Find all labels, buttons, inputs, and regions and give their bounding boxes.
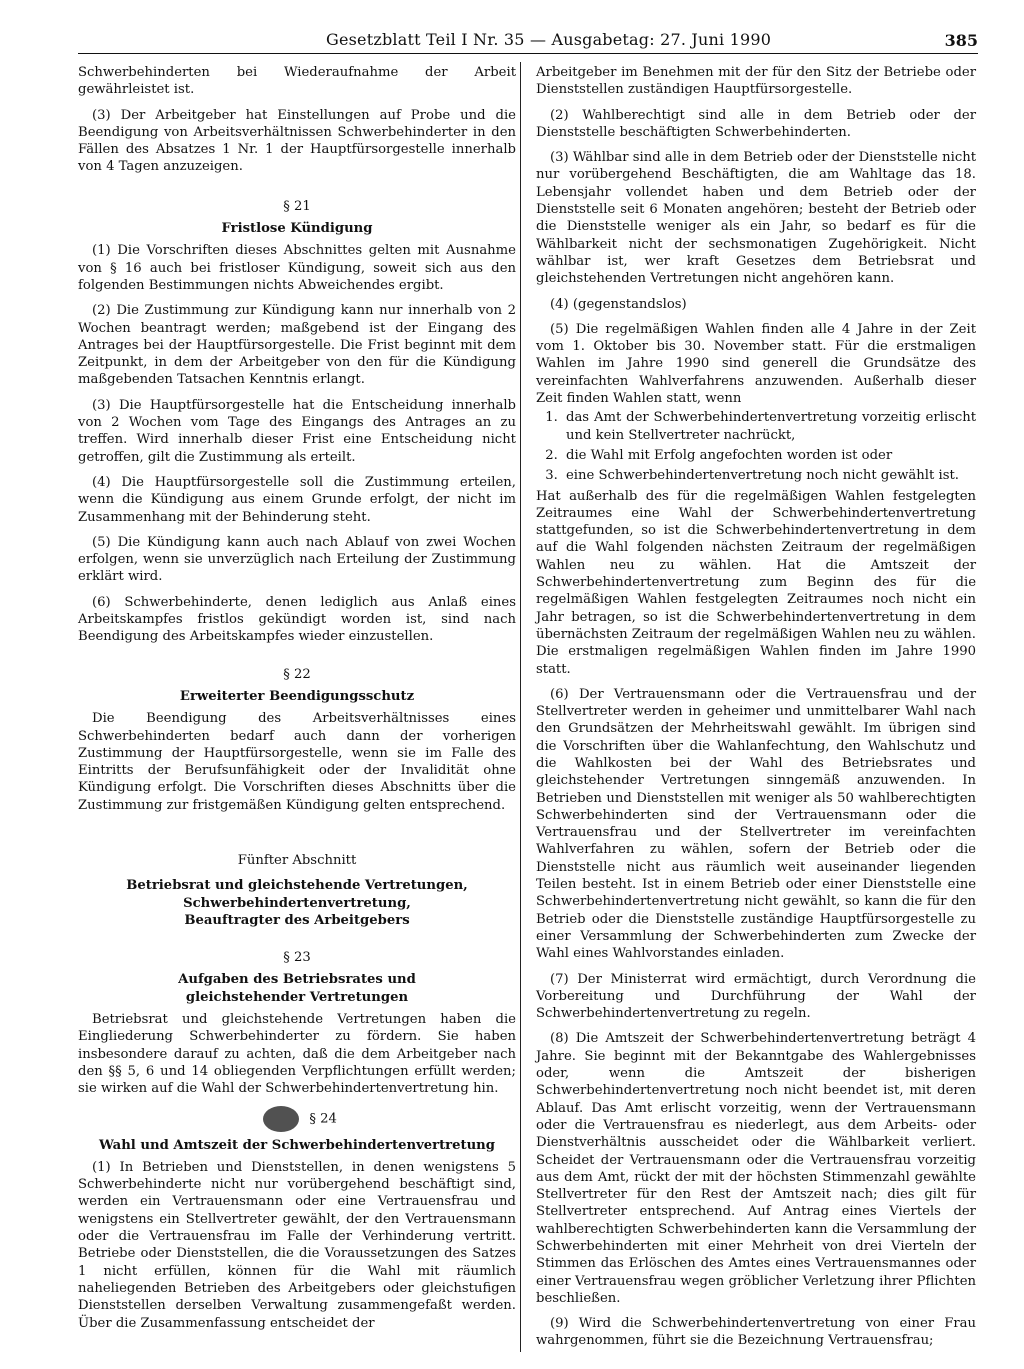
condition-list [536,409,976,484]
section-title: Erweiterter Beendigungsschutz [179,688,415,704]
list-item: 1. das Amt der Schwerbehindertenvertretung vorzeitig erlischt und kein Stellvertreter nachrückt, [562,409,976,444]
paragraph: (4) (gegenstandslos) [550,296,687,312]
section-title: Fristlose Kündigung [221,221,373,237]
section-number-row [78,1106,516,1132]
paragraph: (2) Die Zustimmung zur Kündigung kann nur innerhalb von 2 Wochen beantragt werden; maßgebend ist der Eingang des Antrages bei der Hauptfürsorgestelle. Die Frist beginnt mit dem Zeitpunkt, in dem der Arbeitgeber von den für die Kündigung maßgebenden Tatsachen Kenntnis erlangt. [78,303,516,388]
section-number: § 22 [283,666,311,682]
column-divider [520,62,521,1352]
paragraph: (3) Wählbar sind alle in dem Betrieb oder der Dienststelle nicht nur vorübergehend Beschäftigten, die am Wahltage das 18. Lebensjahr vollendet haben und dem Betrieb oder der Dienststelle seit 6 Monaten angehören; besteht der Betrieb oder die Dienststelle weniger als ein Jahr, so bedarf es für die Wählbarkeit nicht der sechsmonatigen Zugehörigkeit. Nicht wählbar ist, wer kraft Gesetzes dem Betriebsrat und gleichstehenden Vertretungen nicht angehören kann. [536,150,976,287]
gazette-title: Gesetzblatt Teil I Nr. 35 — Ausgabetag: 27. Juni 1990 [326,30,772,49]
chapter-title-line: Schwerbehindertenvertretung, [183,895,411,911]
right-column [536,64,976,1358]
header-rule [78,53,978,54]
paragraph: (4) Die Hauptfürsorgestelle soll die Zustimmung erteilen, wenn die Kündigung aus einem Grunde erfolgt, der nicht im Zusammenhang mit der Behinderung steht. [78,474,516,525]
paragraph: (6) Der Vertrauensmann oder die Vertrauensfrau und der Stellvertreter werden in geheimer und unmittelbarer Wahl nach den Grundsätzen der Mehrheitswahl gewählt. Im übrigen sind die Vorschriften über die Wahlanfechtung, den Wahlschutz und die Wahlkosten bei der Wahl des Betriebsrates und gleichstehender Vertretungen sinngemäß anzuwenden. In Betrieben und Dienststellen mit weniger als 50 wahlberechtigten Schwerbehinderten sind der Vertrauensmann oder die Vertrauensfrau und der Stellvertreter im vereinfachten Wahlverfahren zu wählen, sofern der Betrieb oder die Dienststelle nicht aus räumlich weit auseinander liegenden Teilen besteht. Ist in einem Betrieb oder einer Dienststelle eine Schwerbehindertenvertretung nicht gewählt, so kann die für den Betrieb oder die Dienststelle zuständige Hauptfürsorgestelle zu einer Versammlung der Schwerbehinderten zum Zwecke der Wahl eines Wahlvorstandes einladen. [536,686,976,962]
section-number: § 21 [283,198,311,214]
section-number: § 23 [283,950,311,966]
section-number: § 24 [309,1111,337,1127]
chapter-label: Fünfter Abschnitt [237,852,357,868]
paragraph: (7) Der Ministerrat wird ermächtigt, durch Verordnung die Vorbereitung und Durchführung der Wahl der Schwerbehindertenvertretung zu regeln. [536,971,976,1022]
paragraph: (3) Der Arbeitgeber hat Einstellungen auf Probe und die Beendigung von Arbeitsverhältnissen Schwerbehinderter in den Fällen des Absatzes 1 Nr. 1 der Hauptfürsorgestelle innerhalb von 4 Tagen anzuzeigen. [78,107,516,175]
section-title-line: Aufgaben des Betriebsrates und [178,972,416,988]
paragraph: (5) Die Kündigung kann auch nach Ablauf von zwei Wochen erfolgen, wenn sie unverzüglich nach Erteilung der Zustimmung erklärt wird. [78,534,516,585]
paragraph: Betriebsrat und gleichstehende Vertretungen haben die Eingliederung Schwerbehinderter zu fördern. Sie haben insbesondere darauf zu achten, daß die dem Arbeitgeber nach den §§ 5, 6 und 14 obliegenden Verpflichtungen erfüllt werden; sie wirken auf die Wahl der Schwerbehindertenvertretung hin. [78,1012,516,1097]
paragraph: (1) In Betrieben und Dienststellen, in denen wenigstens 5 Schwerbehinderte nicht nur vorübergehend beschäftigt sind, werden ein Vertrauensmann oder eine Vertrauensfrau und wenigstens ein Stellvertreter gewählt, der den Vertrauensmann oder die Vertrauensfrau im Falle der Verhinderung vertritt. Betriebe oder Dienststellen, die die Voraussetzungen des Satzes 1 nicht erfüllen, können für die Wahl mit räumlich naheliegenden Betrieben des Arbeitgebers oder gleichstufigen Dienststellen derselben Verwaltung zusammengefaßt werden. Über die Zusammenfassung entscheidet der [78,1159,516,1331]
section-title-line: gleichstehender Vertretungen [185,989,409,1005]
chapter-title-line: Betriebsrat und gleichstehende Vertretungen, [126,878,468,894]
paragraph: (1) Die Vorschriften dieses Abschnittes gelten mit Ausnahme von § 16 auch bei fristloser Kündigung, soweit sich aus den folgenden Bestimmungen nichts Abweichendes ergibt. [78,243,516,293]
paragraph: Hat außerhalb des für die regelmäßigen Wahlen festgelegten Zeitraumes eine Wahl der Schwerbehindertenvertretung stattgefunden, so ist die Schwerbehindertenvertretung in dem auf die Wahl folgenden nächsten Zeitraum der regelmäßigen Wahlen neu zu wählen. Hat die Amtszeit der Schwerbehindertenvertretung zum Beginn des für die regelmäßigen Wahlen festgelegten Zeitraumes noch nicht ein Jahr betragen, so ist die Schwerbehindertenvertretung in dem übernächsten Zeitraum der regelmäßigen Wahlen neu zu wählen. Die erstmaligen regelmäßigen Wahlen finden im Jahre 1990 statt. [536,488,976,677]
ink-stamp-mark [263,1106,299,1132]
page-number: 385 [944,31,978,50]
paragraph: (3) Die Hauptfürsorgestelle hat die Entscheidung innerhalb von 2 Wochen vom Tage des Eingangs des Antrages an zu treffen. Wird innerhalb dieser Frist eine Entscheidung nicht getroffen, gilt die Zustimmung als erteilt. [78,397,516,465]
paragraph: (2) Wahlberechtigt sind alle in dem Betrieb oder der Dienststelle beschäftigten Schwerbehinderten. [536,107,976,140]
paragraph: (5) Die regelmäßigen Wahlen finden alle 4 Jahre in der Zeit vom 1. Oktober bis 30. November statt. Für die erstmaligen Wahlen im Jahre 1990 sind generell die Grundsätze des vereinfachten Wahlverfahrens anzuwenden. Außerhalb dieser Zeit finden Wahlen statt, wenn [536,321,976,407]
list-item: 2. die Wahl mit Erfolg angefochten worden ist oder [562,447,976,464]
paragraph: Arbeitgeber im Benehmen mit der für den Sitz der Betriebe oder Dienststellen zuständigen Hauptfürsorgestelle. [536,65,976,98]
paragraph: (9) Wird die Schwerbehindertenvertretung von einer Frau wahrgenommen, führt sie die Bezeichnung Vertrauensfrau; [536,1316,976,1349]
page-header [78,28,978,54]
paragraph: (6) Schwerbehinderte, denen lediglich aus Anlaß eines Arbeitskampfes fristlos gekündigt worden ist, sind nach Beendigung des Arbeitskampfes wieder einzustellen. [78,594,516,645]
section-title: Wahl und Amtszeit der Schwerbehindertenvertretung [99,1137,495,1153]
list-item: 3. eine Schwerbehindertenvertretung noch nicht gewählt ist. [562,467,976,484]
paragraph: (8) Die Amtszeit der Schwerbehindertenvertretung beträgt 4 Jahre. Sie beginnt mit der Bekanntgabe des Wahlergebnisses oder, wenn die Amtszeit der bisherigen Schwerbehindertenvertretung noch nicht beendet ist, mit deren Ablauf. Das Amt erlischt vorzeitig, wenn der Vertrauensmann oder die Vertrauensfrau es niederlegt, aus dem Arbeits- oder Dienstverhältnis ausscheidet oder die Wählbarkeit verliert. Scheidet der Vertrauensmann oder die Vertrauensfrau vorzeitig aus dem Amt, rückt der mit der höchsten Stimmenzahl gewählte Stellvertreter für den Rest der Amtszeit nach; dies gilt für Stellvertreter entsprechend. Auf Antrag eines Viertels der wahlberechtigten Schwerbehinderten kann die Versammlung der Schwerbehinderten mit einer Mehrheit von drei Vierteln der Stimmen das Erlöschen des Amtes eines Vertrauensmannes oder einer Vertrauensfrau wegen gröblicher Verletzung ihrer Pflichten beschließen. [536,1031,976,1306]
chapter-title-line: Beauftragter des Arbeitgebers [184,912,410,928]
paragraph: Schwerbehinderten bei Wiederaufnahme der Arbeit gewährleistet ist. [78,65,516,98]
left-column [78,64,516,1340]
paragraph: Die Beendigung des Arbeitsverhältnisses eines Schwerbehinderten bedarf auch dann der vorherigen Zustimmung der Hauptfürsorgestelle, wenn sie im Falle des Eintritts der Berufsunfähigkeit oder der Invalidität ohne Kündigung erfolgt. Die Vorschriften dieses Abschnitts über die Zustimmung zur fristgemäßen Kündigung gelten entsprechend. [78,711,516,813]
